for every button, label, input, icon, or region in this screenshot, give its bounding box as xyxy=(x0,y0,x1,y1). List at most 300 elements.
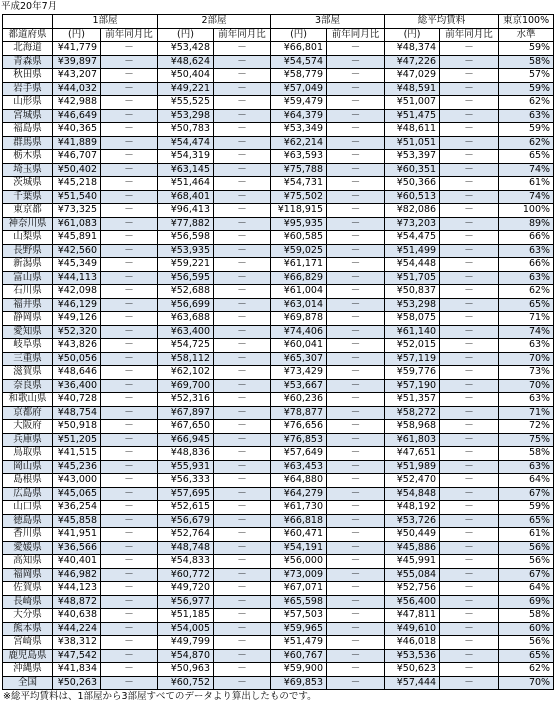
two-room-rent-cell: ¥55,525 xyxy=(158,96,214,110)
two-room-rent-cell: ¥56,333 xyxy=(158,474,214,488)
prefecture-cell: 秋田県 xyxy=(3,69,53,83)
prefecture-cell: 富山県 xyxy=(3,271,53,285)
tokyo-level-cell: 59% xyxy=(499,82,554,96)
tokyo-level-cell: 64% xyxy=(499,582,554,596)
average-rent-cell: ¥73,203 xyxy=(385,217,440,231)
tokyo-level-cell: 69% xyxy=(499,595,554,609)
prefecture-cell: 岐阜県 xyxy=(3,339,53,353)
average-yoy-cell: － xyxy=(440,298,499,312)
average-yoy-cell: － xyxy=(440,177,499,191)
three-room-rent-cell: ¥60,471 xyxy=(271,528,327,542)
one-room-rent-cell: ¥40,401 xyxy=(53,555,101,569)
prefecture-cell: 佐賀県 xyxy=(3,582,53,596)
two-room-rent-cell: ¥68,401 xyxy=(158,190,214,204)
tokyo-level-cell: 65% xyxy=(499,514,554,528)
two-room-rent-cell: ¥49,799 xyxy=(158,636,214,650)
prefecture-cell: 静岡県 xyxy=(3,312,53,326)
table-row xyxy=(3,433,554,447)
one-room-yoy-cell: － xyxy=(101,55,158,69)
average-rent-cell: ¥50,837 xyxy=(385,285,440,299)
one-room-rent-cell: ¥45,349 xyxy=(53,258,101,272)
two-room-rent-cell: ¥63,145 xyxy=(158,163,214,177)
three-room-yoy-cell: － xyxy=(327,109,385,123)
average-rent-cell: ¥50,623 xyxy=(385,663,440,677)
two-room-rent-cell: ¥54,005 xyxy=(158,622,214,636)
average-rent-cell: ¥53,536 xyxy=(385,649,440,663)
three-room-rent-cell: ¥76,853 xyxy=(271,433,327,447)
prefecture-cell: 島根県 xyxy=(3,474,53,488)
three-room-rent-cell: ¥65,307 xyxy=(271,352,327,366)
prefecture-cell: 石川県 xyxy=(3,285,53,299)
three-room-rent-cell: ¥59,025 xyxy=(271,244,327,258)
average-yoy-cell: － xyxy=(440,190,499,204)
table-row xyxy=(3,514,554,528)
one-room-rent-cell: ¥46,707 xyxy=(53,150,101,164)
average-yoy-cell: － xyxy=(440,433,499,447)
average-rent-cell: ¥53,726 xyxy=(385,514,440,528)
two-room-rent-cell: ¥52,688 xyxy=(158,285,214,299)
one-room-rent-cell: ¥42,098 xyxy=(53,285,101,299)
three-room-yoy-cell: － xyxy=(327,460,385,474)
three-room-rent-cell: ¥60,041 xyxy=(271,339,327,353)
one-room-yoy-cell: － xyxy=(101,501,158,515)
three-room-yoy-cell: － xyxy=(327,190,385,204)
tokyo-level-cell: 67% xyxy=(499,487,554,501)
two-room-yoy-cell: － xyxy=(214,541,271,555)
three-room-yoy-cell: － xyxy=(327,352,385,366)
one-room-rent-cell: ¥41,834 xyxy=(53,663,101,677)
average-yoy-cell: － xyxy=(440,609,499,623)
two-room-yoy-cell: － xyxy=(214,258,271,272)
two-room-rent-cell: ¥62,102 xyxy=(158,366,214,380)
table-row xyxy=(3,163,554,177)
average-rent-cell: ¥51,499 xyxy=(385,244,440,258)
table-row xyxy=(3,69,554,83)
two-room-rent-cell: ¥51,185 xyxy=(158,609,214,623)
two-room-yoy-cell: － xyxy=(214,528,271,542)
table-row xyxy=(3,555,554,569)
two-room-rent-cell: ¥63,688 xyxy=(158,312,214,326)
table-row xyxy=(3,55,554,69)
average-yoy-cell: － xyxy=(440,271,499,285)
average-yoy-cell: － xyxy=(440,312,499,326)
three-room-yoy-cell: － xyxy=(327,609,385,623)
prefecture-cell: 宮崎県 xyxy=(3,636,53,650)
one-room-yoy-cell: － xyxy=(101,582,158,596)
two-room-yoy-cell: － xyxy=(214,663,271,677)
average-yoy-cell: － xyxy=(440,501,499,515)
one-room-rent-cell: ¥40,728 xyxy=(53,393,101,407)
table-row xyxy=(3,663,554,677)
two-room-rent-cell: ¥50,963 xyxy=(158,663,214,677)
one-room-rent-cell: ¥36,400 xyxy=(53,379,101,393)
prefecture-cell: 新潟県 xyxy=(3,258,53,272)
two-room-rent-cell: ¥77,882 xyxy=(158,217,214,231)
two-room-rent-cell: ¥49,720 xyxy=(158,582,214,596)
one-room-rent-cell: ¥36,254 xyxy=(53,501,101,515)
tokyo-level-cell: 59% xyxy=(499,501,554,515)
header-blank xyxy=(3,15,53,29)
two-room-rent-cell: ¥67,650 xyxy=(158,420,214,434)
average-rent-cell: ¥47,226 xyxy=(385,55,440,69)
three-room-yoy-cell: － xyxy=(327,555,385,569)
two-room-yoy-cell: － xyxy=(214,676,271,690)
three-room-rent-cell: ¥59,900 xyxy=(271,663,327,677)
table-row xyxy=(3,379,554,393)
average-yoy-cell: － xyxy=(440,55,499,69)
average-yoy-cell: － xyxy=(440,258,499,272)
two-room-rent-cell: ¥52,316 xyxy=(158,393,214,407)
average-rent-cell: ¥48,374 xyxy=(385,42,440,56)
three-room-rent-cell: ¥58,779 xyxy=(271,69,327,83)
three-room-rent-cell: ¥64,880 xyxy=(271,474,327,488)
three-room-rent-cell: ¥60,585 xyxy=(271,231,327,245)
prefecture-cell: 神奈川県 xyxy=(3,217,53,231)
three-room-rent-cell: ¥60,767 xyxy=(271,649,327,663)
two-room-rent-cell: ¥60,752 xyxy=(158,676,214,690)
two-room-rent-cell: ¥57,695 xyxy=(158,487,214,501)
one-room-rent-cell: ¥44,113 xyxy=(53,271,101,285)
three-room-yoy-cell: － xyxy=(327,285,385,299)
average-rent-cell: ¥51,475 xyxy=(385,109,440,123)
prefecture-cell: 福岡県 xyxy=(3,568,53,582)
one-room-rent-cell: ¥51,540 xyxy=(53,190,101,204)
one-room-rent-cell: ¥48,872 xyxy=(53,595,101,609)
one-room-yoy-cell: － xyxy=(101,271,158,285)
average-yoy-cell: － xyxy=(440,676,499,690)
three-room-rent-cell: ¥65,598 xyxy=(271,595,327,609)
average-rent-cell: ¥50,366 xyxy=(385,177,440,191)
table-caption: 平成20年7月 xyxy=(1,1,58,12)
three-room-yoy-cell: － xyxy=(327,136,385,150)
table-row xyxy=(3,244,554,258)
three-room-yoy-cell: － xyxy=(327,487,385,501)
table-row xyxy=(3,487,554,501)
prefecture-cell: 山形県 xyxy=(3,96,53,110)
one-room-yoy-cell: － xyxy=(101,447,158,461)
two-room-yoy-cell: － xyxy=(214,82,271,96)
three-room-rent-cell: ¥73,009 xyxy=(271,568,327,582)
header-row-sub xyxy=(3,28,554,42)
average-rent-cell: ¥52,756 xyxy=(385,582,440,596)
prefecture-cell: 青森県 xyxy=(3,55,53,69)
one-room-yoy-cell: － xyxy=(101,312,158,326)
three-room-rent-cell: ¥61,730 xyxy=(271,501,327,515)
one-room-yoy-cell: － xyxy=(101,366,158,380)
two-room-yoy-cell: － xyxy=(214,312,271,326)
tokyo-level-cell: 58% xyxy=(499,609,554,623)
three-room-yoy-cell: － xyxy=(327,244,385,258)
average-rent-cell: ¥52,015 xyxy=(385,339,440,353)
table-row xyxy=(3,447,554,461)
average-rent-cell: ¥58,272 xyxy=(385,406,440,420)
three-room-yoy-cell: － xyxy=(327,501,385,515)
three-room-rent-cell: ¥66,829 xyxy=(271,271,327,285)
average-rent-cell: ¥57,190 xyxy=(385,379,440,393)
table-row xyxy=(3,406,554,420)
table-row xyxy=(3,595,554,609)
one-room-rent-cell: ¥38,312 xyxy=(53,636,101,650)
three-room-yoy-cell: － xyxy=(327,676,385,690)
table-row xyxy=(3,568,554,582)
average-yoy-cell: － xyxy=(440,163,499,177)
two-room-yoy-cell: － xyxy=(214,55,271,69)
two-room-rent-cell: ¥66,945 xyxy=(158,433,214,447)
two-room-yoy-cell: － xyxy=(214,204,271,218)
three-room-yoy-cell: － xyxy=(327,258,385,272)
average-yoy-cell: － xyxy=(440,136,499,150)
one-room-yoy-cell: － xyxy=(101,69,158,83)
average-yoy-cell: － xyxy=(440,636,499,650)
one-room-rent-cell: ¥46,649 xyxy=(53,109,101,123)
average-rent-cell: ¥51,357 xyxy=(385,393,440,407)
prefecture-cell: 熊本県 xyxy=(3,622,53,636)
three-room-yoy-cell: － xyxy=(327,123,385,137)
footnote: ※総平均賃料は、1部屋から3部屋すべてのデータより算出したものです。 xyxy=(3,691,317,702)
tokyo-level-cell: 70% xyxy=(499,352,554,366)
three-room-rent-cell: ¥62,214 xyxy=(271,136,327,150)
three-room-rent-cell: ¥76,656 xyxy=(271,420,327,434)
one-room-yoy-cell: － xyxy=(101,487,158,501)
average-yoy-cell: － xyxy=(440,150,499,164)
prefecture-cell: 沖縄県 xyxy=(3,663,53,677)
average-rent-cell: ¥58,968 xyxy=(385,420,440,434)
one-room-yoy-cell: － xyxy=(101,109,158,123)
prefecture-cell: 長崎県 xyxy=(3,595,53,609)
average-rent-cell: ¥48,192 xyxy=(385,501,440,515)
average-yoy-cell: － xyxy=(440,487,499,501)
one-room-yoy-cell: － xyxy=(101,379,158,393)
prefecture-cell: 福島県 xyxy=(3,123,53,137)
average-rent-cell: ¥56,400 xyxy=(385,595,440,609)
three-room-rent-cell: ¥57,049 xyxy=(271,82,327,96)
average-rent-cell: ¥51,705 xyxy=(385,271,440,285)
average-rent-cell: ¥48,611 xyxy=(385,123,440,137)
one-room-yoy-cell: － xyxy=(101,676,158,690)
three-room-rent-cell: ¥66,801 xyxy=(271,42,327,56)
one-room-yoy-cell: － xyxy=(101,663,158,677)
one-room-yoy-cell: － xyxy=(101,231,158,245)
three-room-yoy-cell: － xyxy=(327,568,385,582)
tokyo-level-cell: 60% xyxy=(499,622,554,636)
three-room-rent-cell: ¥51,479 xyxy=(271,636,327,650)
two-room-yoy-cell: － xyxy=(214,136,271,150)
two-room-rent-cell: ¥54,725 xyxy=(158,339,214,353)
two-room-rent-cell: ¥58,112 xyxy=(158,352,214,366)
tokyo-level-cell: 62% xyxy=(499,96,554,110)
two-room-yoy-cell: － xyxy=(214,433,271,447)
one-room-yoy-cell: － xyxy=(101,285,158,299)
three-room-yoy-cell: － xyxy=(327,595,385,609)
tokyo-level-cell: 58% xyxy=(499,447,554,461)
one-room-rent-cell: ¥43,000 xyxy=(53,474,101,488)
table-row xyxy=(3,42,554,56)
average-rent-cell: ¥52,470 xyxy=(385,474,440,488)
three-room-rent-cell: ¥75,502 xyxy=(271,190,327,204)
average-rent-cell: ¥45,886 xyxy=(385,541,440,555)
prefecture-cell: 愛媛県 xyxy=(3,541,53,555)
header-yen-3: (円) xyxy=(271,28,327,42)
header-three-room: 3部屋 xyxy=(271,15,385,29)
prefecture-cell: 滋賀県 xyxy=(3,366,53,380)
one-room-yoy-cell: － xyxy=(101,514,158,528)
header-yoy-3: 前年同月比 xyxy=(327,28,385,42)
two-room-yoy-cell: － xyxy=(214,420,271,434)
two-room-rent-cell: ¥50,783 xyxy=(158,123,214,137)
table-row xyxy=(3,366,554,380)
header-tokyo-100: 東京100% xyxy=(499,15,554,29)
table-row xyxy=(3,636,554,650)
two-room-rent-cell: ¥52,764 xyxy=(158,528,214,542)
two-room-rent-cell: ¥55,931 xyxy=(158,460,214,474)
two-room-rent-cell: ¥53,298 xyxy=(158,109,214,123)
table-row xyxy=(3,109,554,123)
tokyo-level-cell: 71% xyxy=(499,406,554,420)
two-room-rent-cell: ¥60,772 xyxy=(158,568,214,582)
table-row xyxy=(3,312,554,326)
two-room-rent-cell: ¥52,615 xyxy=(158,501,214,515)
average-yoy-cell: － xyxy=(440,352,499,366)
prefecture-cell: 山口県 xyxy=(3,501,53,515)
tokyo-level-cell: 62% xyxy=(499,285,554,299)
average-rent-cell: ¥47,811 xyxy=(385,609,440,623)
two-room-yoy-cell: － xyxy=(214,339,271,353)
one-room-yoy-cell: － xyxy=(101,258,158,272)
average-rent-cell: ¥51,989 xyxy=(385,460,440,474)
two-room-yoy-cell: － xyxy=(214,622,271,636)
table-row xyxy=(3,528,554,542)
two-room-yoy-cell: － xyxy=(214,514,271,528)
one-room-rent-cell: ¥39,897 xyxy=(53,55,101,69)
three-room-yoy-cell: － xyxy=(327,514,385,528)
one-room-yoy-cell: － xyxy=(101,136,158,150)
two-room-rent-cell: ¥96,413 xyxy=(158,204,214,218)
prefecture-cell: 群馬県 xyxy=(3,136,53,150)
prefecture-cell: 岡山県 xyxy=(3,460,53,474)
two-room-yoy-cell: － xyxy=(214,231,271,245)
two-room-rent-cell: ¥56,977 xyxy=(158,595,214,609)
one-room-rent-cell: ¥41,515 xyxy=(53,447,101,461)
two-room-yoy-cell: － xyxy=(214,487,271,501)
prefecture-cell: 茨城県 xyxy=(3,177,53,191)
two-room-rent-cell: ¥67,897 xyxy=(158,406,214,420)
average-yoy-cell: － xyxy=(440,460,499,474)
two-room-rent-cell: ¥56,595 xyxy=(158,271,214,285)
three-room-rent-cell: ¥57,649 xyxy=(271,447,327,461)
one-room-rent-cell: ¥42,560 xyxy=(53,244,101,258)
two-room-rent-cell: ¥54,833 xyxy=(158,555,214,569)
two-room-yoy-cell: － xyxy=(214,123,271,137)
one-room-rent-cell: ¥42,988 xyxy=(53,96,101,110)
three-room-rent-cell: ¥118,915 xyxy=(271,204,327,218)
three-room-yoy-cell: － xyxy=(327,150,385,164)
one-room-yoy-cell: － xyxy=(101,352,158,366)
tokyo-level-cell: 70% xyxy=(499,676,554,690)
three-room-rent-cell: ¥75,788 xyxy=(271,163,327,177)
three-room-rent-cell: ¥54,574 xyxy=(271,55,327,69)
average-rent-cell: ¥47,029 xyxy=(385,69,440,83)
header-one-room: 1部屋 xyxy=(53,15,158,29)
header-yoy-2: 前年同月比 xyxy=(214,28,271,42)
one-room-yoy-cell: － xyxy=(101,649,158,663)
average-rent-cell: ¥45,991 xyxy=(385,555,440,569)
one-room-rent-cell: ¥45,218 xyxy=(53,177,101,191)
prefecture-cell: 大分県 xyxy=(3,609,53,623)
one-room-rent-cell: ¥44,032 xyxy=(53,82,101,96)
tokyo-level-cell: 63% xyxy=(499,244,554,258)
prefecture-cell: 千葉県 xyxy=(3,190,53,204)
one-room-rent-cell: ¥48,646 xyxy=(53,366,101,380)
tokyo-level-cell: 56% xyxy=(499,541,554,555)
average-rent-cell: ¥53,298 xyxy=(385,298,440,312)
prefecture-cell: 広島県 xyxy=(3,487,53,501)
table-row xyxy=(3,541,554,555)
table-row xyxy=(3,339,554,353)
prefecture-cell: 徳島県 xyxy=(3,514,53,528)
three-room-rent-cell: ¥61,004 xyxy=(271,285,327,299)
two-room-rent-cell: ¥54,870 xyxy=(158,649,214,663)
average-yoy-cell: － xyxy=(440,325,499,339)
table-row xyxy=(3,123,554,137)
one-room-yoy-cell: － xyxy=(101,123,158,137)
one-room-yoy-cell: － xyxy=(101,82,158,96)
one-room-rent-cell: ¥46,982 xyxy=(53,568,101,582)
three-room-rent-cell: ¥64,379 xyxy=(271,109,327,123)
one-room-yoy-cell: － xyxy=(101,42,158,56)
two-room-rent-cell: ¥48,624 xyxy=(158,55,214,69)
average-rent-cell: ¥54,475 xyxy=(385,231,440,245)
one-room-yoy-cell: － xyxy=(101,96,158,110)
one-room-yoy-cell: － xyxy=(101,204,158,218)
prefecture-cell: 北海道 xyxy=(3,42,53,56)
two-room-rent-cell: ¥48,836 xyxy=(158,447,214,461)
three-room-rent-cell: ¥63,014 xyxy=(271,298,327,312)
two-room-rent-cell: ¥51,464 xyxy=(158,177,214,191)
two-room-yoy-cell: － xyxy=(214,271,271,285)
two-room-rent-cell: ¥54,474 xyxy=(158,136,214,150)
tokyo-level-cell: 63% xyxy=(499,271,554,285)
one-room-yoy-cell: － xyxy=(101,298,158,312)
average-rent-cell: ¥47,651 xyxy=(385,447,440,461)
three-room-yoy-cell: － xyxy=(327,82,385,96)
one-room-rent-cell: ¥45,891 xyxy=(53,231,101,245)
three-room-rent-cell: ¥60,236 xyxy=(271,393,327,407)
tokyo-level-cell: 70% xyxy=(499,379,554,393)
two-room-rent-cell: ¥56,679 xyxy=(158,514,214,528)
tokyo-level-cell: 57% xyxy=(499,69,554,83)
two-room-rent-cell: ¥63,400 xyxy=(158,325,214,339)
table-row xyxy=(3,676,554,690)
header-average-rent: 総平均賃料 xyxy=(385,15,499,29)
average-rent-cell: ¥59,776 xyxy=(385,366,440,380)
tokyo-level-cell: 74% xyxy=(499,190,554,204)
prefecture-cell: 奈良県 xyxy=(3,379,53,393)
tokyo-level-cell: 56% xyxy=(499,636,554,650)
average-yoy-cell: － xyxy=(440,528,499,542)
one-room-rent-cell: ¥73,325 xyxy=(53,204,101,218)
average-rent-cell: ¥54,448 xyxy=(385,258,440,272)
two-room-yoy-cell: － xyxy=(214,244,271,258)
header-row-top xyxy=(3,15,554,29)
table-row xyxy=(3,204,554,218)
one-room-rent-cell: ¥40,365 xyxy=(53,123,101,137)
prefecture-cell: 鳥取県 xyxy=(3,447,53,461)
one-room-rent-cell: ¥48,754 xyxy=(53,406,101,420)
one-room-rent-cell: ¥45,065 xyxy=(53,487,101,501)
average-yoy-cell: － xyxy=(440,285,499,299)
header-yen-1: (円) xyxy=(53,28,101,42)
one-room-rent-cell: ¥44,123 xyxy=(53,582,101,596)
